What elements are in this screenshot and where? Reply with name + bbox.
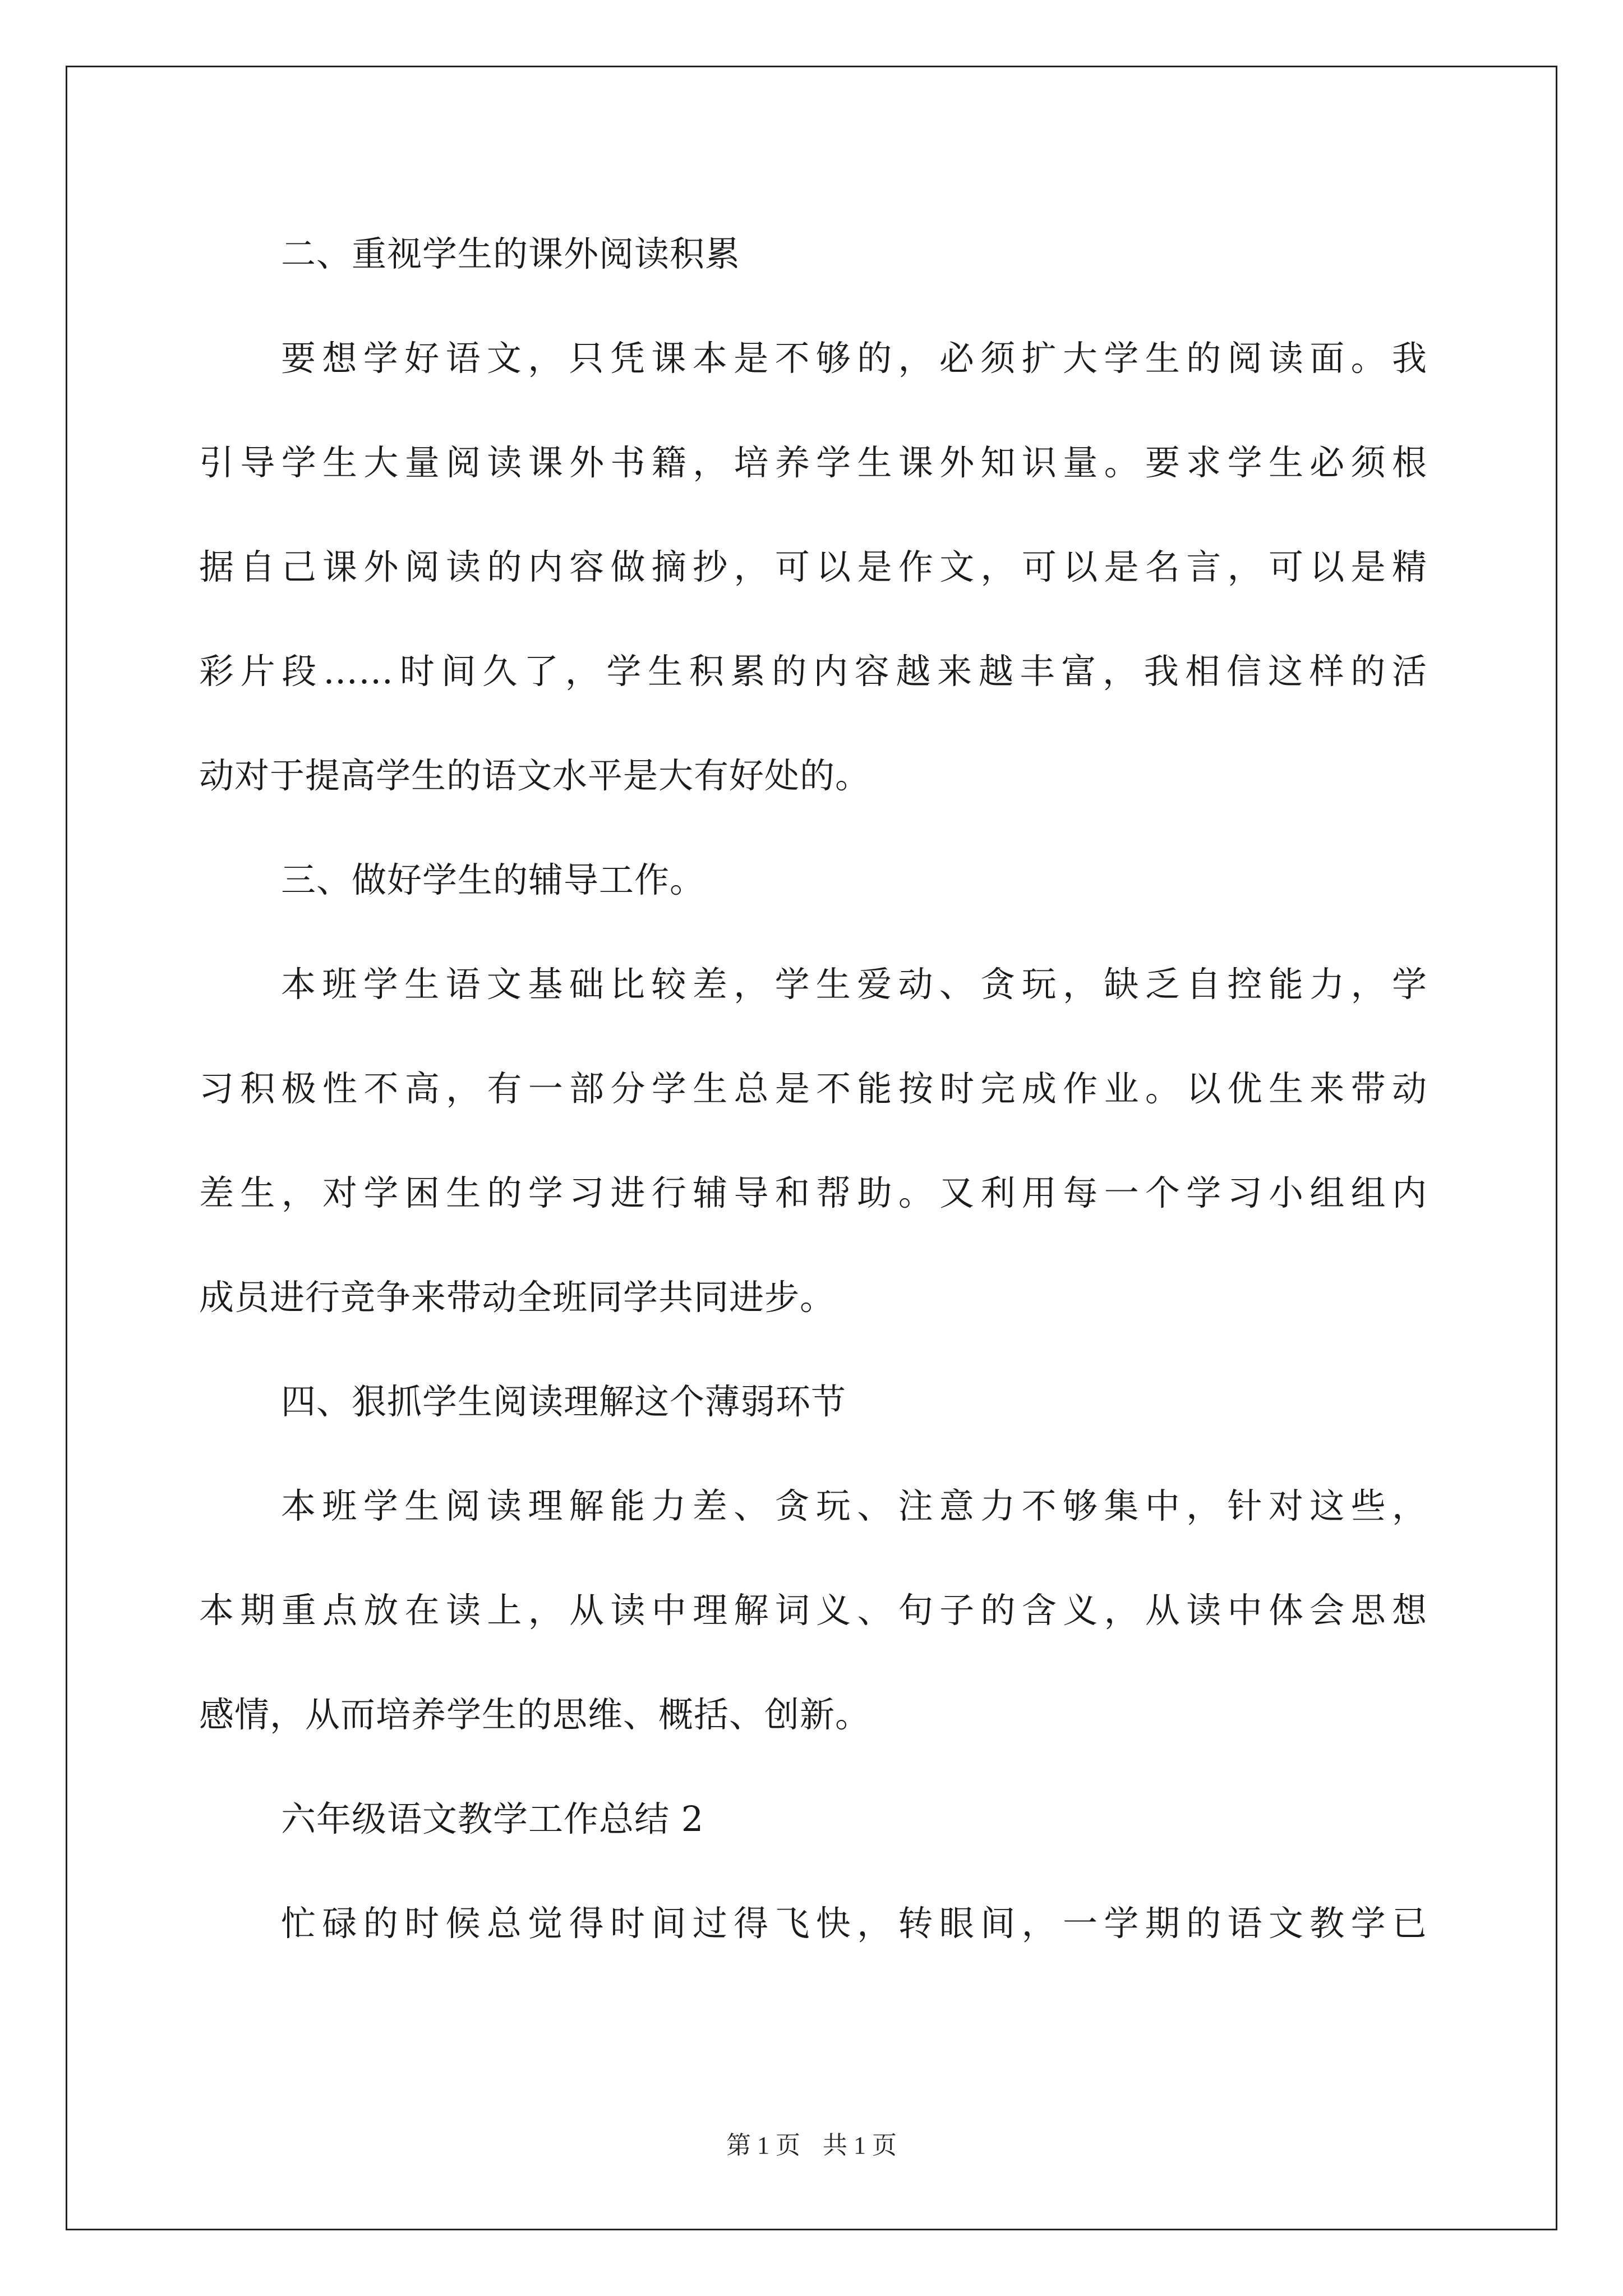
- text-line: 忙碌的时候总觉得时间过得飞快，转眼间，一学期的语文教学已: [281, 1903, 1427, 1944]
- text-line: 成员进行竞争来带动全班同学共同进步。: [199, 1277, 836, 1318]
- text-line: 本期重点放在读上，从读中理解词义、句子的含义，从读中体会思想: [199, 1590, 1427, 1631]
- text-line: 四、狠抓学生阅读理解这个薄弱环节: [281, 1381, 847, 1422]
- text-line: 引导学生大量阅读课外书籍，培养学生课外知识量。要求学生必须根: [199, 442, 1427, 483]
- page-footer: [0, 2125, 1623, 2161]
- text-line: 三、做好学生的辅导工作。: [281, 859, 706, 900]
- text-line: 二、重视学生的课外阅读积累: [281, 233, 741, 274]
- text-line: 习积极性不高，有一部分学生总是不能按时完成作业。以优生来带动: [199, 1068, 1427, 1109]
- page-total: 共 1 页: [823, 2132, 897, 2159]
- text-line: 本班学生语文基础比较差，学生爱动、贪玩，缺乏自控能力，学: [281, 964, 1427, 1005]
- text-line: 动对于提高学生的语文水平是大有好处的。: [199, 755, 871, 796]
- text-line: 六年级语文教学工作总结 2: [281, 1798, 704, 1839]
- text-line: 本班学生阅读理解能力差、贪玩、注意力不够集中，针对这些，: [281, 1485, 1427, 1526]
- text-line: 据自己课外阅读的内容做摘抄，可以是作文，可以是名言，可以是精: [199, 546, 1427, 587]
- page-number: 第 1 页: [726, 2132, 800, 2159]
- text-line: 要想学好语文，只凭课本是不够的，必须扩大学生的阅读面。我: [281, 338, 1427, 379]
- document-body: [199, 202, 1427, 1976]
- text-line: 彩片段……时间久了，学生积累的内容越来越丰富，我相信这样的活: [199, 651, 1427, 692]
- text-line: 感情，从而培养学生的思维、概括、创新。: [199, 1694, 871, 1735]
- text-line: 差生，对学困生的学习进行辅导和帮助。又利用每一个学习小组组内: [199, 1172, 1427, 1213]
